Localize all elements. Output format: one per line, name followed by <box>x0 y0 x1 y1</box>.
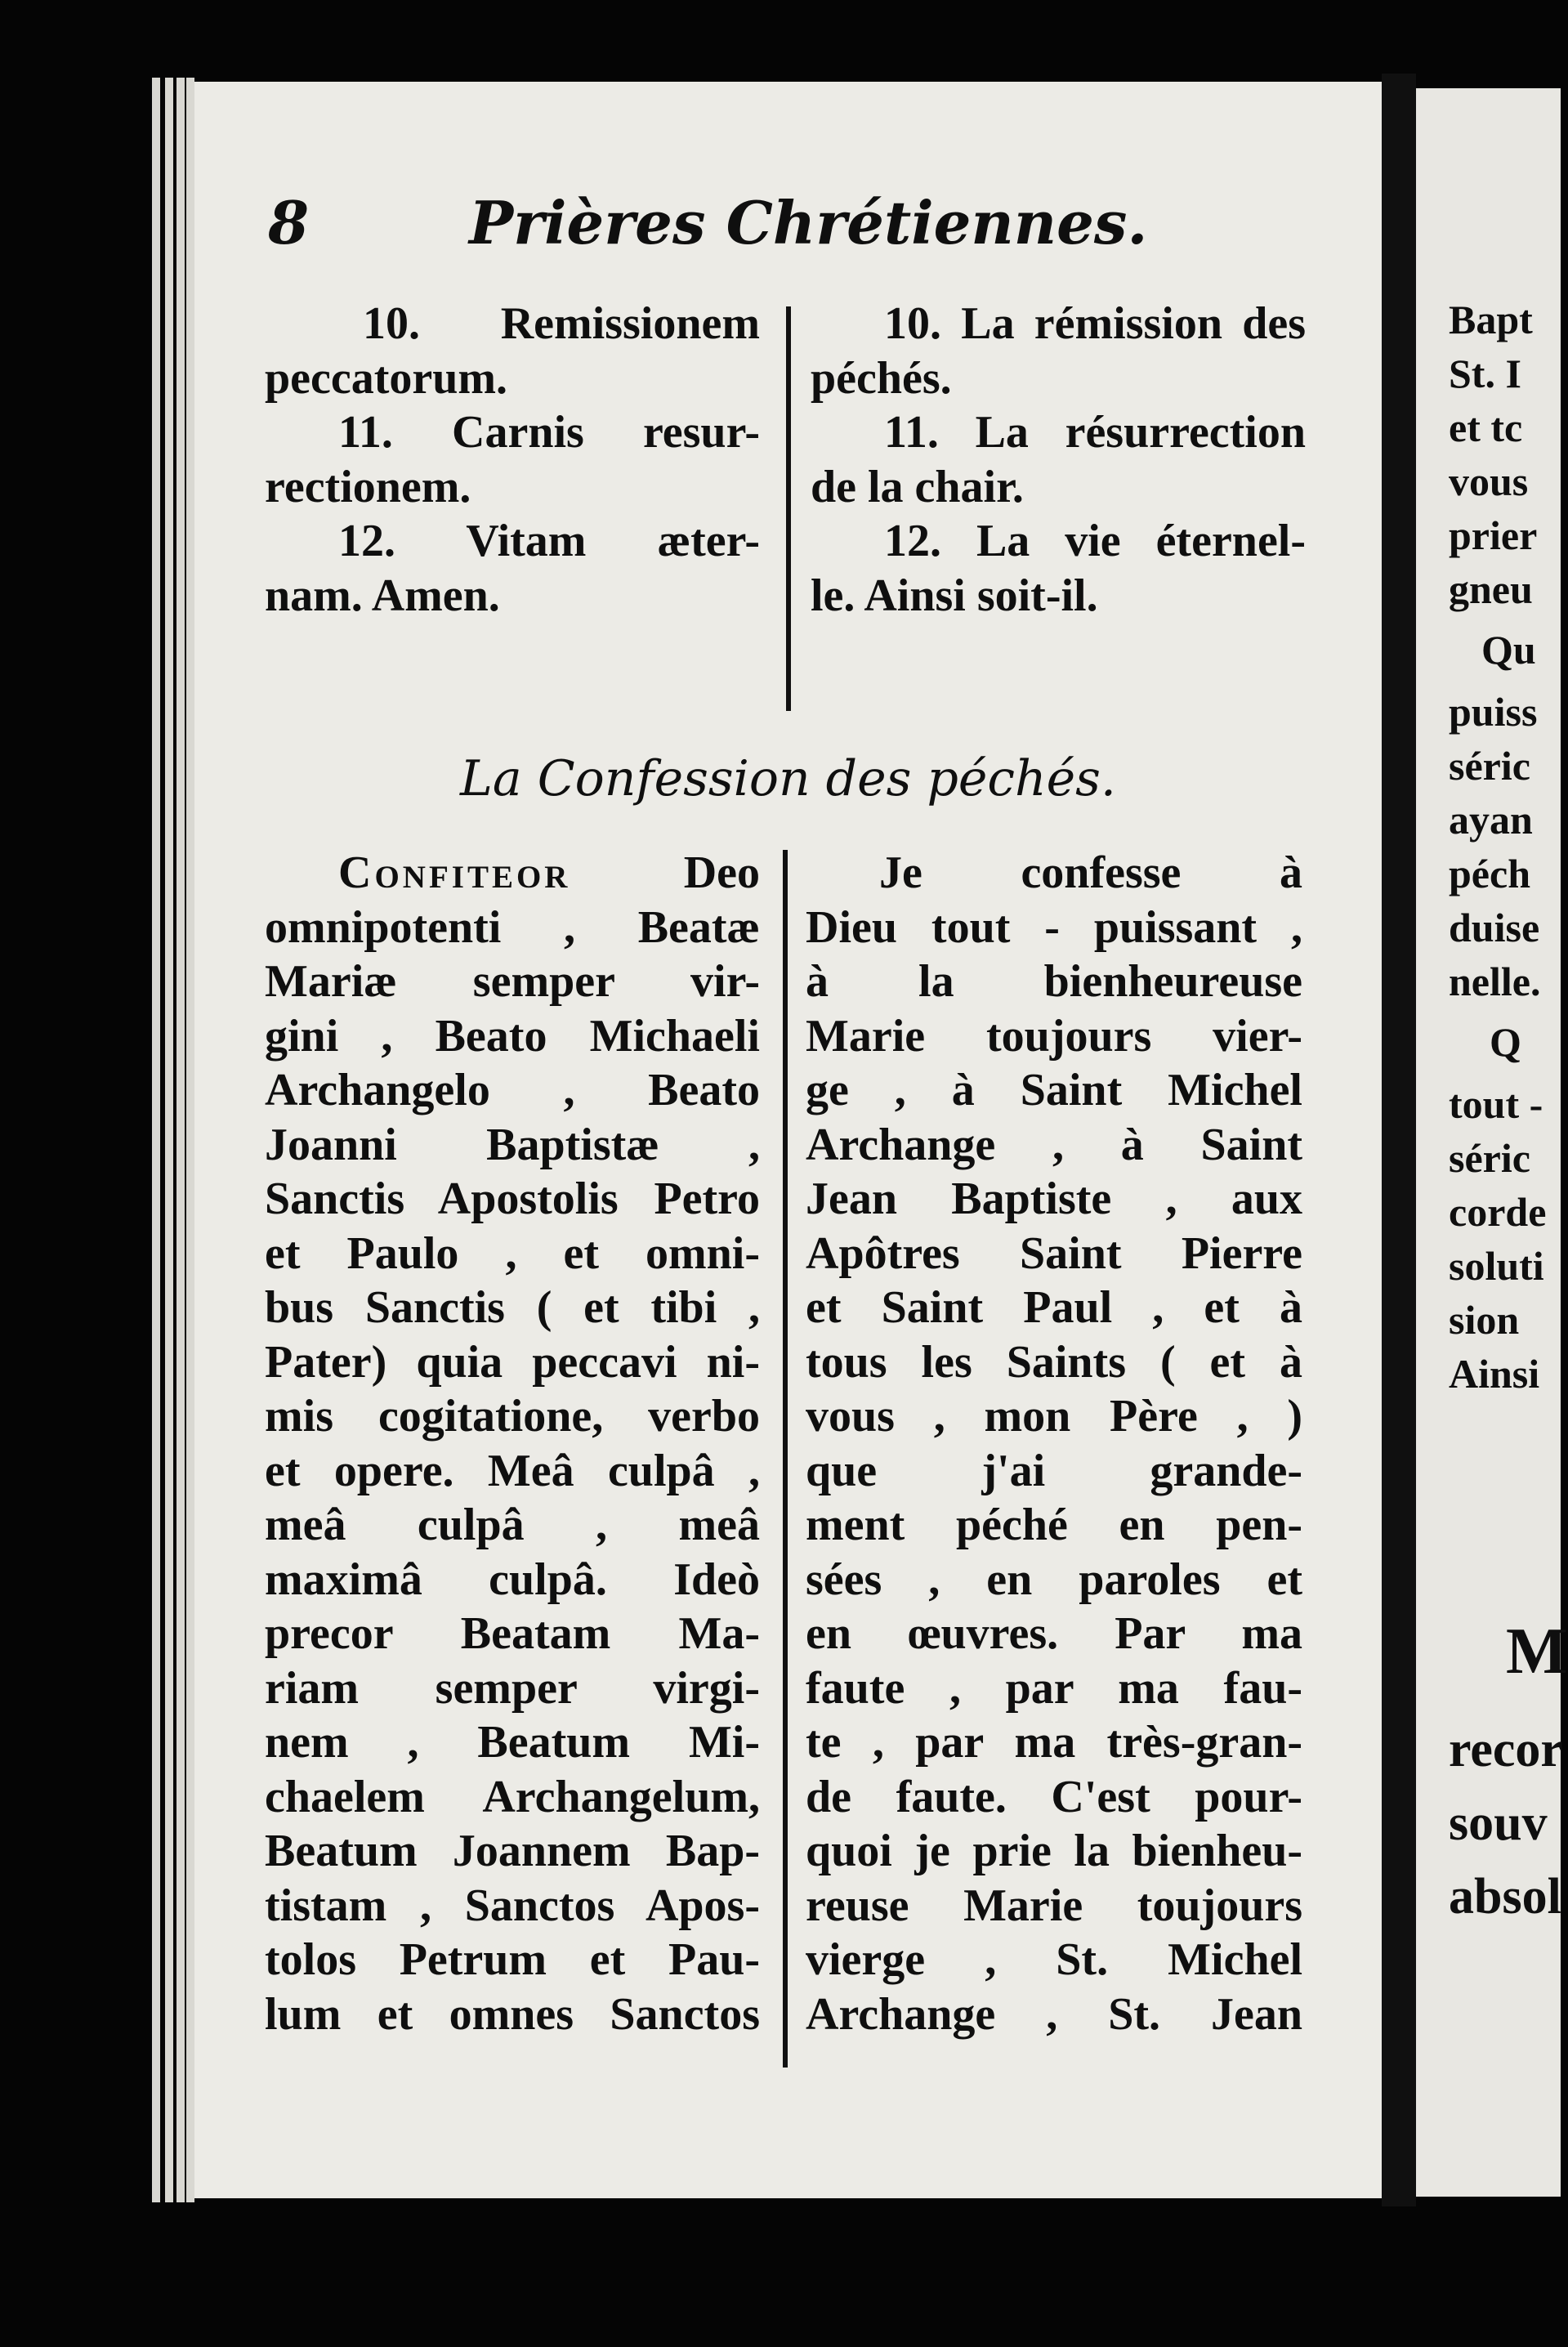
text-fragment: sion <box>1449 1297 1520 1343</box>
text-line: 12. Vitam æter- <box>338 516 760 566</box>
text-line: Dieu tout - puissant , <box>806 901 1302 953</box>
text-line: Pater) quia peccavi ni- <box>265 1336 760 1388</box>
left-page <box>194 82 1382 2198</box>
text-line: rectionem. <box>265 461 471 512</box>
page-edge <box>152 78 160 2202</box>
text-line: tolos Petrum et Pau- <box>265 1934 760 1985</box>
page-number: 8 <box>268 188 310 257</box>
text-fragment: vous <box>1449 458 1529 504</box>
text-line: que j'ai grande- <box>806 1445 1302 1496</box>
text-line: ment péché en pen- <box>806 1500 1302 1550</box>
text-line: Mariæ semper vir- <box>265 956 760 1007</box>
facing-page <box>1416 88 1568 2197</box>
text-line: tous les Saints ( et à <box>806 1336 1302 1388</box>
text-line: de faute. C'est pour- <box>806 1771 1302 1822</box>
text-fragment: Q <box>1490 1019 1521 1065</box>
text-line: le. Ainsi soit-il. <box>811 570 1098 621</box>
header-title: Prières Chrétiennes. <box>469 188 1148 257</box>
confiteor-latin-column <box>265 846 760 2041</box>
text-line: quoi je prie la bienheu- <box>806 1826 1302 1876</box>
text-line: riam semper virgi- <box>265 1662 760 1714</box>
book-gutter <box>1382 74 1416 2206</box>
text-fragment: et tc <box>1449 405 1523 450</box>
text-fragment: M <box>1506 1616 1568 1688</box>
page-edge <box>165 78 173 2202</box>
text-line: 11. La résurrection <box>884 407 1306 458</box>
text-line: de la chair. <box>811 461 1024 512</box>
text-line: te , par ma très-gran- <box>806 1717 1302 1768</box>
text-fragment: souv <box>1449 1795 1548 1851</box>
text-line <box>265 846 760 901</box>
text-line: et opere. Meâ culpâ , <box>265 1445 760 1496</box>
text-fragment: St. I <box>1449 351 1521 396</box>
text-fragment: ayan <box>1449 797 1533 843</box>
text-line: Marie toujours vier- <box>806 1010 1302 1062</box>
text-line: et Saint Paul , et à <box>806 1282 1302 1333</box>
text-line: Archangelo , Beato <box>265 1065 760 1115</box>
text-line: meâ culpâ , meâ <box>265 1500 760 1550</box>
text-line: en œuvres. Par ma <box>806 1608 1302 1659</box>
text-fragment: prier <box>1449 512 1538 558</box>
text-fragment: gneu <box>1449 566 1533 612</box>
text-line: péchés. <box>811 352 952 404</box>
text-fragment: séric <box>1449 1135 1530 1181</box>
text-fragment: puiss <box>1449 689 1538 735</box>
text-fragment: absol <box>1449 1869 1561 1925</box>
text-fragment: soluti <box>1449 1243 1544 1289</box>
text-line: tistam , Sanctos Apos- <box>265 1880 760 1931</box>
text-fragment: tout - <box>1449 1081 1543 1127</box>
page-edge <box>176 78 185 2202</box>
text-line: et Paulo , et omni- <box>265 1227 760 1279</box>
first-line-rest: Deo <box>570 847 760 898</box>
text-fragment: séric <box>1449 743 1530 789</box>
text-line: gini , Beato Michaeli <box>265 1010 760 1062</box>
text-line: maximâ culpâ. Ideò <box>265 1553 760 1605</box>
text-line: reuse Marie toujours <box>806 1880 1302 1931</box>
text-fragment: Ainsi <box>1449 1351 1540 1397</box>
text-line: Archange , St. Jean <box>806 1988 1302 2040</box>
text-fragment: recor <box>1449 1722 1563 1777</box>
text-fragment: corde <box>1449 1189 1547 1235</box>
text-line: vous , mon Père , ) <box>806 1391 1302 1442</box>
section-title: La Confession des péchés. <box>460 750 1116 807</box>
text-line: peccatorum. <box>265 352 508 404</box>
text-line: à la bienheureuse <box>806 956 1302 1007</box>
text-line: Apôtres Saint Pierre <box>806 1227 1302 1279</box>
text-fragment: péch <box>1449 851 1530 896</box>
text-fragment: Qu <box>1481 627 1536 673</box>
text-line: ge , à Saint Michel <box>806 1065 1302 1115</box>
column-divider <box>783 850 788 2068</box>
text-line: mis cogitatione, verbo <box>265 1391 760 1442</box>
text-line: sées , en paroles et <box>806 1553 1302 1605</box>
text-line: Sanctis Apostolis Petro <box>265 1174 760 1224</box>
text-fragment: Bapt <box>1449 297 1533 342</box>
text-line: bus Sanctis ( et tibi , <box>265 1282 760 1333</box>
text-line: Beatum Joannem Bap- <box>265 1826 760 1876</box>
text-fragment: nelle. <box>1449 959 1541 1004</box>
text-line: faute , par ma fau- <box>806 1662 1302 1714</box>
running-head <box>268 188 1330 270</box>
text-line: nam. Amen. <box>265 570 500 621</box>
page-edge <box>186 78 194 2202</box>
text-line: Jean Baptiste , aux <box>806 1174 1302 1224</box>
text-line: 12. La vie éternel- <box>884 516 1306 566</box>
creed-latin-column <box>265 297 760 623</box>
confiteor-french-column <box>806 846 1302 2041</box>
text-line: vierge , St. Michel <box>806 1934 1302 1985</box>
text-line: Joanni Baptistæ , <box>265 1119 760 1170</box>
text-fragment: duise <box>1449 905 1540 950</box>
text-line: lum et omnes Sanctos <box>265 1988 760 2040</box>
text-line: 11. Carnis resur- <box>338 407 760 458</box>
text-line: chaelem Archangelum, <box>265 1771 760 1822</box>
text-line: 10. Remissionem <box>363 298 760 349</box>
text-line: Je confesse à <box>879 847 1302 898</box>
text-line: 10. La rémission des <box>884 298 1306 349</box>
text-line: omnipotenti , Beatæ <box>265 901 760 953</box>
text-line: nem , Beatum Mi- <box>265 1717 760 1768</box>
text-line: precor Beatam Ma- <box>265 1608 760 1659</box>
drop-word: Confiteor <box>338 847 571 898</box>
column-divider <box>786 306 791 711</box>
text-line: Archange , à Saint <box>806 1119 1302 1170</box>
creed-french-column <box>811 297 1306 623</box>
